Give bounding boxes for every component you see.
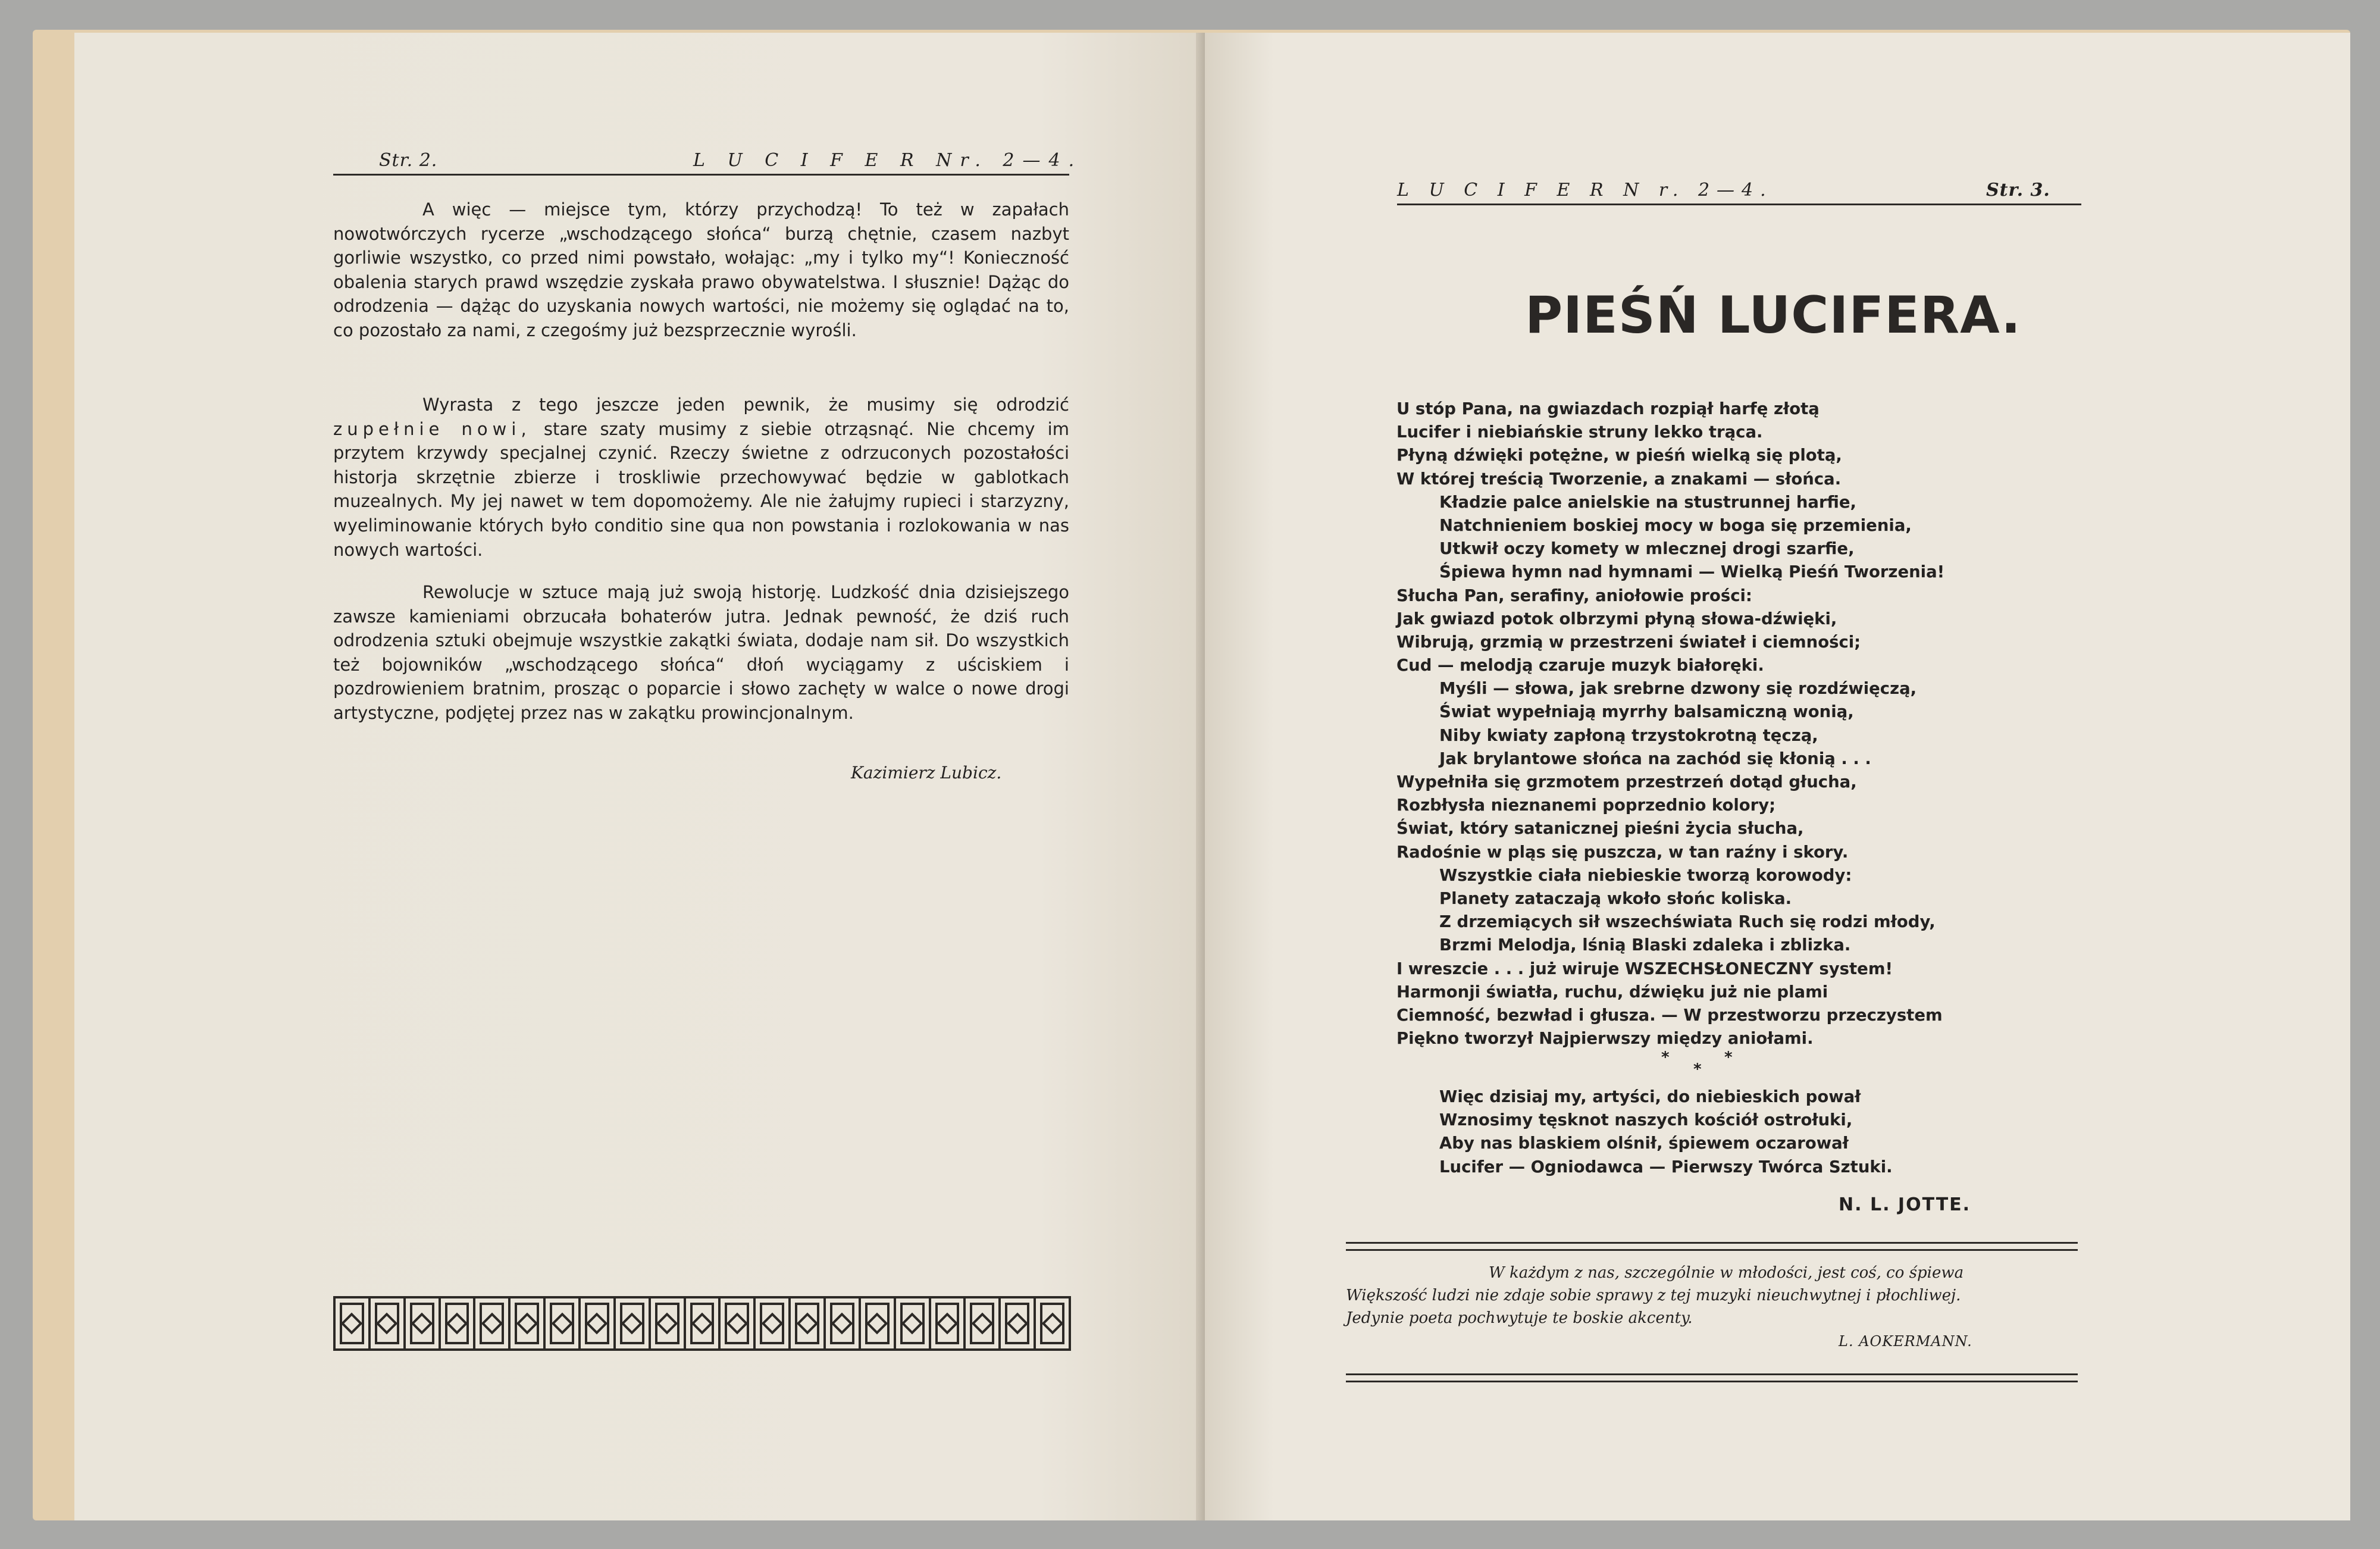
poem-body: [1396, 398, 2051, 1050]
poem-line: Harmonji światła, ruchu, dźwięku już nie plami: [1396, 982, 1828, 1002]
paragraph-2-spaced-emphasis: zupełnie nowi,: [333, 418, 531, 439]
star-left: *: [1661, 1049, 1670, 1066]
left-paragraph-2: [333, 393, 1069, 562]
poem-line: Lucifer — Ogniodawca — Pierwszy Twórca Sztuki.: [1439, 1157, 1893, 1176]
poem-line: Świat, który satanicznej pieśni życia słucha,: [1396, 819, 1804, 838]
decorative-ornament-border: [333, 1296, 1071, 1351]
left-paragraph-1: A więc — miejsce tym, którzy przychodzą! To też w zapałach nowotwórczych rycerze „wschodzącego słońca“ burzą chętnie, czasem nazbyt gorliwie wszystko, co przed nimi powstało, wołając: „my i tylko my“! Konieczność obalenia starych prawd wszędzie zyskała prawo obywatelstwa. I słusznie! Dążąc do odrodzenia — dążąc do uzyskania nowych wartości, nie możemy się oglądać na to, co pozostało za nami, z czegośmy już bezsprzecznie wyrośli.: [333, 199, 1069, 340]
poem-line: Kładzie palce anielskie na stustrunnej harfie,: [1439, 492, 1856, 512]
ornament-tile: [651, 1298, 684, 1348]
ornament-tile: [406, 1298, 439, 1348]
poem-line: Myśli — słowa, jak srebrne dzwony się rozdźwięczą,: [1439, 679, 1917, 699]
poem-line: Ciemność, bezwład i głusza. — W przestworzu przeczystem: [1396, 1005, 1943, 1025]
ornament-tile: [931, 1298, 964, 1348]
quote-rule-top: [1346, 1242, 2078, 1251]
poem-line: Lucifer i niebiańskie struny lekko trąca.: [1396, 423, 1763, 442]
ornament-tile: [966, 1298, 998, 1348]
poem-line: Piękno tworzył Najpierwszy między aniołami.: [1396, 1029, 1814, 1049]
poem-line: Niby kwiaty zapłoną trzystokrotną tęczą,: [1439, 725, 1818, 745]
poem-line: Świat wypełniają myrrhy balsamiczną wonią,: [1439, 702, 1854, 722]
left-paragraph-3: Rewolucje w sztuce mają już swoją historję. Ludzkość dnia dzisiejszego zawsze kamieniami obrzucała bohaterów jutra. Jednak pewność, że dziś ruch odrodzenia sztuki obejmuje wszystkie zakątki świata, dodaje nam sił. Do wszystkich też bojowników „wschodzącego słońca“ dłoń wyciągamy z uściskiem i pozdrowieniem bratnim, prosząc o poparcie i słowo zachęty w walce o nowe drogi artystyczne, podjętej przez nas w zakątku prowincjonalnym.: [333, 582, 1069, 723]
poem-line: Planety zataczają wkoło słońc koliska.: [1439, 888, 1792, 908]
quote-line: Jedynie poeta pochwytuje te boskie akcenty.: [1346, 1309, 1693, 1327]
left-running-head: [333, 149, 1083, 176]
quote-line: Większość ludzi nie zdaje sobie sprawy z tej muzyki nieuchwytnej i płochliwej.: [1346, 1287, 1961, 1304]
poem-line: Utkwił oczy komety w mlecznej drogi szarfie,: [1439, 539, 1855, 559]
star-middle: *: [1693, 1060, 1702, 1078]
right-running-head: [1397, 179, 2081, 205]
ornament-tile: [475, 1298, 508, 1348]
quote-author: L. AOKERMANN.: [1839, 1333, 1972, 1350]
ornament-tile: [826, 1298, 859, 1348]
poem-line: Brzmi Melodja, lśnią Blaski zdaleka i zblizka.: [1439, 935, 1851, 955]
poem-line: Więc dzisiaj my, artyści, do niebieskich pował: [1439, 1087, 1861, 1106]
poem-line: Wznosimy tęsknot naszych kościół ostrołuki,: [1439, 1110, 1853, 1130]
ornament-tile: [581, 1298, 613, 1348]
poem-line: W której treścią Tworzenie, a znakami — słońca.: [1396, 469, 1842, 489]
left-page-number: Str. 2.: [379, 150, 438, 171]
ornament-tile: [1036, 1298, 1069, 1348]
poem-line: Wibrują, grzmią w przestrzeni świateł i ciemności;: [1396, 632, 1861, 652]
left-signature: Kazimierz Lubicz.: [851, 763, 1002, 783]
poem-line: Z drzemiących sił wszechświata Ruch się rodzi młody,: [1439, 912, 1936, 932]
ornament-tile: [371, 1298, 403, 1348]
poem-line: Płyną dźwięki potężne, w pieśń wielką się plotą,: [1396, 446, 1842, 465]
poem-line: Cud — melodją czaruje muzyk białoręki.: [1396, 656, 1764, 675]
poem-line: Jak brylantowe słońca na zachód się kłonią . . .: [1439, 749, 1871, 768]
ornament-tile: [336, 1298, 368, 1348]
ornament-tile: [721, 1298, 753, 1348]
poem-line: Śpiewa hymn nad hymnami — Wielką Pieśń Tworzenia!: [1439, 562, 1945, 582]
poem-line: Aby nas blaskiem olśnił, śpiewem oczarował: [1439, 1134, 1849, 1153]
quote-block: [1346, 1262, 2078, 1329]
poem-line: Wszystkie ciała niebieskie tworzą korowody:: [1439, 865, 1852, 885]
ornament-tile: [441, 1298, 474, 1348]
ornament-tile: [616, 1298, 649, 1348]
paragraph-2-text-start: Wyrasta z tego jeszcze jeden pewnik, że musimy się odrodzić: [422, 395, 1069, 415]
poem-line: Jak gwiazd potok olbrzymi płyną słowa-dźwięki,: [1396, 609, 1837, 628]
poem-line: U stóp Pana, na gwiazdach rozpiął harfę złotą: [1396, 399, 1820, 418]
ornament-tile: [861, 1298, 894, 1348]
poem-line: Rozbłysła nieznanemi poprzednio kolory;: [1396, 796, 1776, 815]
left-journal-title: L U C I F E R Nr. 2—4.: [693, 150, 1083, 171]
poem-title: PIEŚŃ LUCIFERA.: [1525, 286, 2021, 345]
ornament-tile: [756, 1298, 788, 1348]
poem-author: N. L. JOTTE.: [1839, 1194, 1971, 1215]
ornament-tile: [686, 1298, 719, 1348]
ornament-tile: [1001, 1298, 1034, 1348]
ornament-tile: [791, 1298, 823, 1348]
poem-line: Wypełniła się grzmotem przestrzeń dotąd głucha,: [1396, 772, 1857, 791]
poem-line: Radośnie w pląs się puszcza, w tan raźny i skory.: [1396, 842, 1849, 862]
poem-final-stanza: [1439, 1085, 2034, 1179]
ornament-tile: [546, 1298, 578, 1348]
paragraph-2-text-end: stare szaty musimy z siebie otrząsnąć. Nie chcemy im przytem krzywdy specjalnej czynić. Rzeczy świetne z odrzuconych pozostałości historja skrzętnie zbierze i troskliwie przechowywać będzie w gablotkach muzealnych. My jej nawet w tem dopomożemy. Ale nie żałujmy rupieci i starzyzny, wyeliminowanie których było conditio sine qua non powstania i rozlokowania w nas nowych wartości.: [333, 418, 1069, 560]
poem-line: I wreszcie . . . już wiruje WSZECHSŁONECZNY system!: [1396, 959, 1893, 978]
right-journal-title: L U C I F E R N r. 2—4.: [1397, 180, 1773, 201]
right-page-number: Str. 3.: [1986, 180, 2050, 201]
ornament-tile: [511, 1298, 543, 1348]
quote-rule-bottom: [1346, 1373, 2078, 1382]
quote-line: W każdym z nas, szczególnie w młodości, jest coś, co śpiewa: [1489, 1264, 1964, 1282]
poem-line: Słucha Pan, serafiny, aniołowie prości:: [1396, 586, 1752, 605]
star-right: *: [1724, 1049, 1733, 1066]
ornament-tile: [896, 1298, 929, 1348]
poem-line: Natchnieniem boskiej mocy w boga się przemienia,: [1439, 515, 1912, 535]
